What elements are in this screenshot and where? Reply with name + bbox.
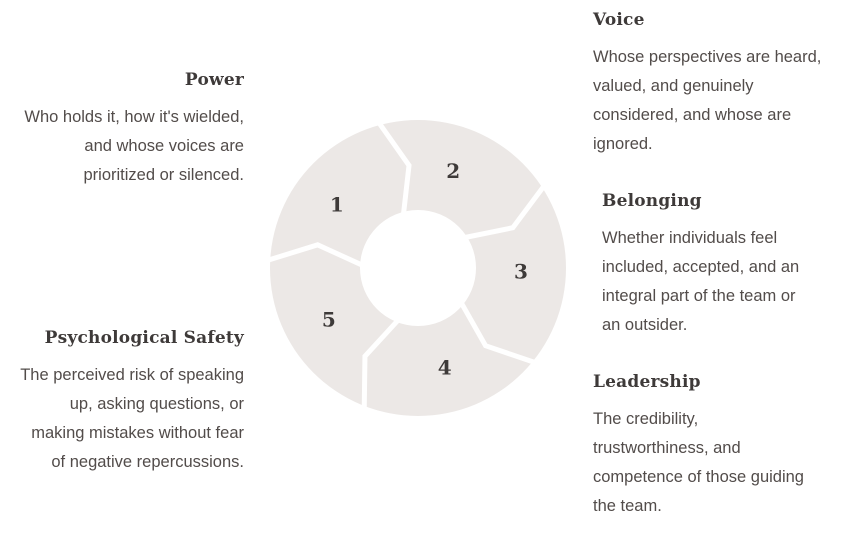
psychological-safety-line: up, asking questions, or: [69, 395, 244, 413]
belonging-line: included, accepted, and an: [602, 258, 800, 276]
voice-line: Whose perspectives are heard,: [593, 48, 822, 66]
psychological-safety-line: of negative repercussions.: [51, 453, 244, 471]
psychological-safety-description: [0, 361, 244, 477]
psychological-safety-title: Psychological Safety: [44, 328, 244, 348]
voice-line: considered, and whose are: [593, 106, 792, 124]
power-description: [0, 103, 244, 190]
power-title: Power: [184, 70, 244, 90]
power-line: Who holds it, how it's wielded,: [24, 108, 244, 126]
power-line: and whose voices are: [84, 137, 244, 155]
segment-number-1: 1: [329, 192, 344, 217]
voice-line: valued, and genuinely: [593, 77, 754, 95]
leadership-description: [593, 405, 848, 521]
segment-number-3: 3: [513, 259, 528, 284]
belonging-block: [602, 191, 847, 340]
voice-block: [593, 10, 848, 159]
power-line: prioritized or silenced.: [83, 166, 244, 184]
belonging-line: an outsider.: [602, 316, 688, 334]
voice-description: [593, 43, 848, 159]
belonging-line: Whether individuals feel: [602, 229, 778, 247]
leadership-line: trustworthiness, and: [593, 439, 741, 457]
psychological-safety-line: making mistakes without fear: [31, 424, 244, 442]
segment-number-5: 5: [321, 307, 336, 332]
segment-number-4: 4: [437, 355, 452, 380]
segment-number-2: 2: [446, 159, 461, 184]
leadership-line: the team.: [593, 497, 662, 515]
psychological-safety-block: [0, 328, 244, 477]
leadership-block: [593, 372, 848, 521]
voice-line: ignored.: [593, 135, 653, 153]
leadership-line: competence of those guiding: [593, 468, 804, 486]
belonging-line: integral part of the team or: [602, 287, 796, 305]
power-block: [0, 70, 244, 190]
leadership-line: The credibility,: [593, 410, 699, 428]
psychological-safety-line: The perceived risk of speaking: [20, 366, 244, 384]
cycle-diagram: [265, 115, 571, 421]
belonging-description: [602, 224, 847, 340]
belonging-title: Belonging: [602, 191, 702, 211]
voice-title: Voice: [593, 10, 645, 30]
leadership-title: Leadership: [593, 372, 701, 392]
